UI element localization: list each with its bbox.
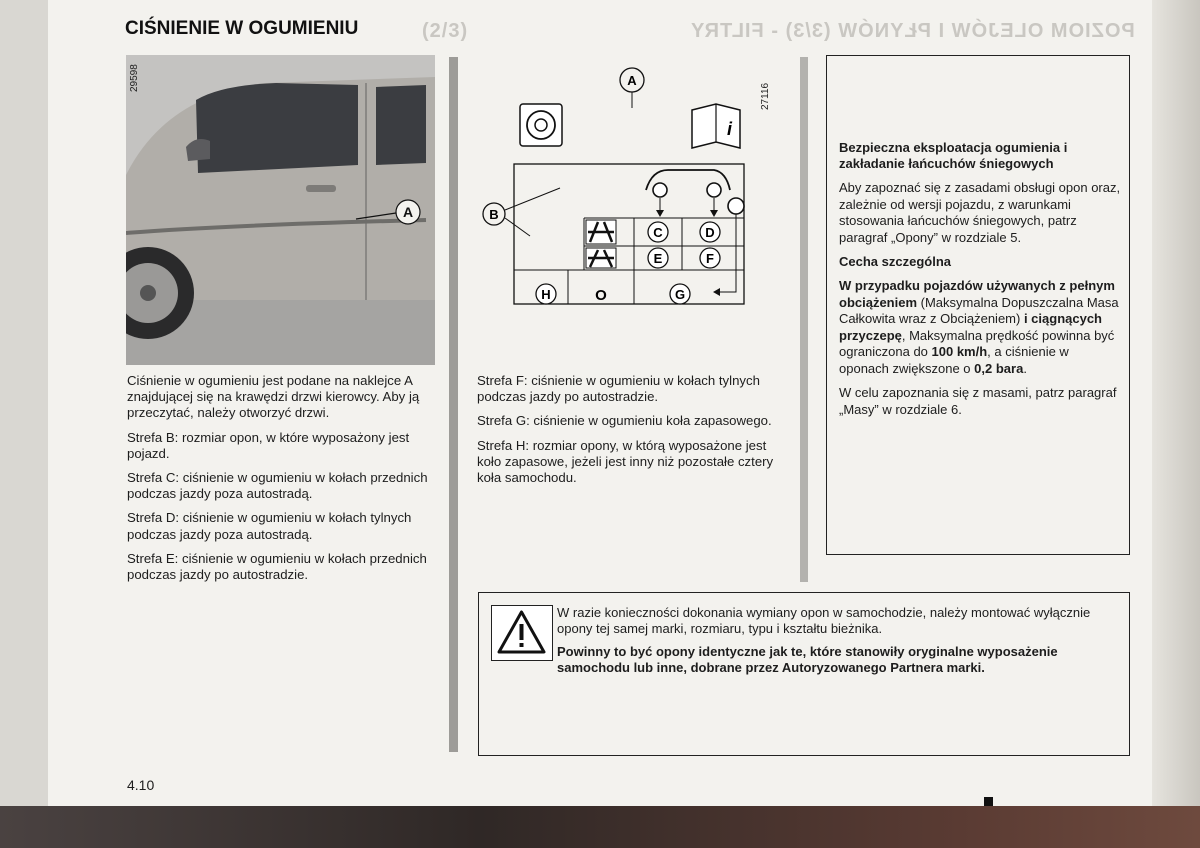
car-door-photo: [126, 55, 435, 365]
intro-paragraph: Ciśnienie w ogumieniu jest podane na naklejce A znajdującej się na krawędzi drzwi kierowcy. Aby ją przeczytać, należy otworzyć drzwi.: [127, 373, 420, 421]
diagram-callout-g: G: [674, 287, 686, 302]
emphasis-full-load: W przypadku pojazdów używanych z pełnym obciążeniem: [839, 278, 1115, 310]
zone-f-paragraph: Strefa F: ciśnienie w ogumieniu w kołach tylnych podczas jazdy po autostradzie.: [477, 373, 760, 405]
diagram-callout-f: F: [706, 251, 714, 266]
emphasis-trailer: i ciągnących przyczepę: [839, 311, 1102, 343]
diagram-label-o: O: [595, 287, 607, 304]
svg-text:i: i: [727, 119, 733, 139]
page-edge-right: [1152, 0, 1200, 848]
diagram-callout-h: H: [541, 287, 551, 302]
info-box-paragraph-1: Aby zapoznać się z zasadami obsługi opon oraz, zależnie od wersji pojazdu, z warunkami stosowania łańcuchów śniegowych, patrz paragraf „Opony” w rozdziale 5.: [839, 180, 1121, 245]
photo-callout-a: A: [402, 204, 414, 220]
diagram-code: 27116: [760, 82, 771, 110]
zone-c-paragraph: Strefa C: ciśnienie w ogumieniu w kołach przednich podczas jazdy poza autostradą.: [127, 470, 428, 502]
bleed-through-title-left: (2/3): [422, 20, 469, 42]
page-bottom-edge: [0, 806, 1200, 848]
text-pressure: , a ciśnienie w oponach zwiększone o: [839, 344, 1069, 376]
zone-e-paragraph: Strefa E: ciśnienie w ogumieniu w kołach przednich podczas jazdy po autostradzie.: [127, 550, 427, 583]
diagram-callout-e: E: [653, 251, 663, 266]
page-title: CIŚNIENIE W OGUMIENIU: [125, 18, 359, 39]
emphasis-pressure-increase: 0,2 bara: [974, 360, 1024, 376]
photo-code: 29598: [129, 64, 140, 92]
manual-book-icon: [692, 104, 740, 148]
emphasis-speed-limit: 100 km/h: [931, 344, 988, 359]
column-gutter-2: [800, 57, 808, 582]
info-box-paragraph-3: W celu zapoznania się z masami, patrz paragraf „Masy” w rozdziale 6.: [839, 385, 1117, 417]
text-period: .: [1023, 360, 1027, 376]
bleed-through-title-right: POZIOM OLEJÓW I PŁYNÓW (3/3) - FILTRY: [690, 20, 1135, 42]
middle-column-text: [477, 373, 787, 494]
page-number: 4.10: [127, 777, 155, 793]
zone-d-paragraph: Strefa D: ciśnienie w ogumieniu w kołach tylnych podczas jazdy poza autostradą.: [127, 510, 412, 542]
info-box-subheading: Cecha szczególna: [839, 254, 951, 269]
diagram-callout-d: D: [705, 225, 715, 240]
diagram-callout-b: B: [489, 207, 499, 222]
info-box-heading: Bezpieczna eksploatacja ogumienia i zakładanie łańcuchów śniegowych: [839, 140, 1068, 171]
tyre-label-diagram: [470, 60, 790, 360]
info-box-paragraph-2: [839, 278, 1121, 377]
diagram-callout-c: C: [653, 225, 663, 240]
zone-h-paragraph: Strefa H: rozmiar opony, w którą wyposażone jest koło zapasowe, jeżeli jest inny niż pozostałe cztery koła samochodu.: [477, 437, 774, 486]
warning-line-2: Powinny to być opony identyczne jak te, które stanowiły oryginalne wyposażenie samochodu lub inne, dobrane przez Autoryzowanego Partnera marki.: [557, 644, 1058, 675]
left-column-text: [127, 373, 437, 591]
zone-b-paragraph: Strefa B: rozmiar opon, w które wyposażony jest pojazd.: [127, 429, 410, 461]
warning-box: [478, 592, 1130, 756]
zone-g-paragraph: Strefa G: ciśnienie w ogumieniu koła zapasowego.: [477, 413, 772, 429]
diagram-callout-a: A: [627, 73, 637, 88]
column-gutter: [449, 57, 458, 752]
page-gutter-left: [0, 0, 48, 848]
info-box: [826, 55, 1130, 555]
text-mass: (Maksymalna Dopuszczalna Masa Całkowita wraz z Obciążeniem): [839, 294, 1119, 326]
warning-triangle-icon: [491, 605, 553, 661]
warning-line-1: W razie konieczności dokonania wymiany opon w samochodzie, należy montować wyłącznie opony tej samej marki, rozmiaru, typu i kształtu bieżnika.: [557, 605, 1091, 636]
text-speed: , Maksymalna prędkość powinna być ograniczona do: [839, 327, 1115, 359]
